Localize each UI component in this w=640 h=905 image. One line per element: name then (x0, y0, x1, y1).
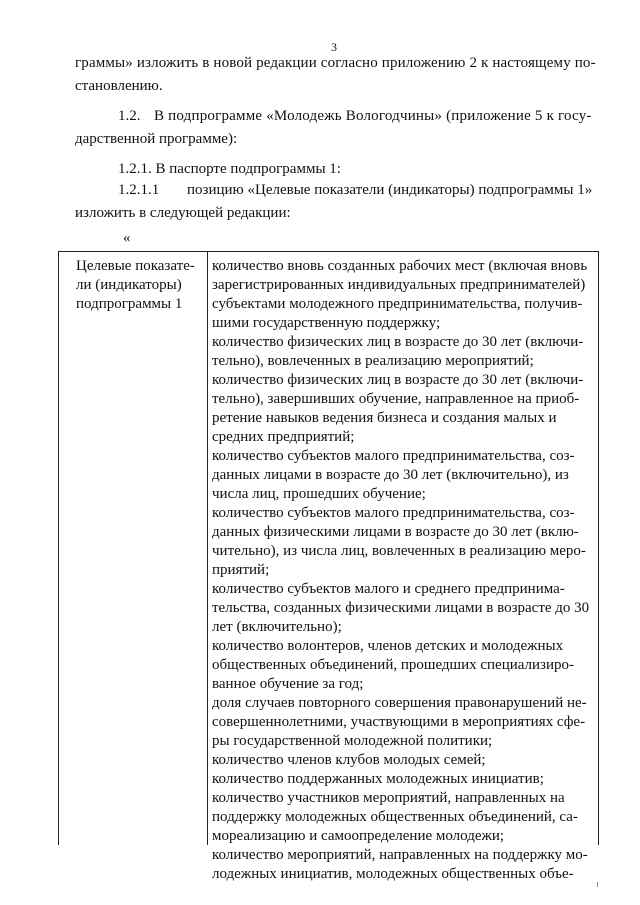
subitem-text: позицию «Целевые показатели (индикаторы) подпрограммы 1» (187, 182, 593, 198)
indicator-line: приятий; (212, 562, 270, 578)
indicator-line: количество субъектов малого предпринимательства, соз- (212, 448, 575, 464)
indicator-line: количество поддержанных молодежных инициатив; (212, 771, 544, 787)
indicator-line: количество участников мероприятий, направленных на (212, 790, 565, 806)
indicator-line: тельства, созданных физическими лицами в возрасте до 30 (212, 600, 590, 616)
intro-line-1: граммы» изложить в новой редакции согласно приложению 2 к настоящему по- (75, 55, 596, 71)
indicator-line: количество физических лиц в возрасте до 30 лет (включи- (212, 372, 584, 388)
indicator-line: количество вновь созданных рабочих мест (включая вновь (212, 258, 588, 274)
indicator-line: шими государственную поддержку; (212, 315, 441, 331)
table-indicators-cell (212, 257, 596, 884)
indicator-line: количество членов клубов молодых семей; (212, 752, 486, 768)
indicator-line: тельно), вовлеченных в реализацию мероприятий; (212, 353, 534, 369)
indicator-line: количество субъектов малого предпринимательства, соз- (212, 505, 575, 521)
indicator-line: лет (включительно); (212, 619, 342, 635)
indicator-line: ванное обучение за год; (212, 676, 364, 692)
indicator-line: ры государственной молодежной политики; (212, 733, 493, 749)
indicator-line: доля случаев повторного совершения правонарушений не- (212, 695, 587, 711)
indicator-line: данных лицами в возрасте до 30 лет (включительно), из (212, 467, 569, 483)
indicator-line: количество волонтеров, членов детских и молодежных (212, 638, 564, 654)
table-label-cell: Целевые показате- ли (индикаторы) подпрограммы 1 (76, 258, 195, 312)
item-number: 1.2. (118, 108, 141, 124)
indicator-line: ретение навыков ведения бизнеса и создания малых и (212, 410, 557, 426)
page-number: 3 (331, 40, 337, 54)
indicator-line: тельно), завершивших обучение, направленное на приоб- (212, 391, 580, 407)
indicator-line: числа лиц, прошедших обучение; (212, 486, 426, 502)
item-continuation: дарственной программе): (75, 131, 238, 147)
indicator-line: чительно), из числа лиц, вовлеченных в реализацию меро- (212, 543, 586, 559)
subitem-number: 1.2.1.1 (118, 182, 160, 198)
indicator-line: количество физических лиц в возрасте до 30 лет (включи- (212, 334, 584, 350)
subitem-passport: 1.2.1. В паспорте подпрограммы 1: (118, 161, 341, 177)
scan-mark (597, 882, 598, 887)
indicator-line: количество субъектов малого и среднего предпринима- (212, 581, 565, 597)
indicator-line: зарегистрированных индивидуальных предпринимателей) (212, 277, 586, 293)
indicator-line: данных физическими лицами в возрасте до 30 лет (вклю- (212, 524, 579, 540)
indicator-line: общественных объединений, прошедших специализиро- (212, 657, 575, 673)
indicator-line: совершеннолетними, участвующими в мероприятиях сфе- (212, 714, 586, 730)
indicator-line: лодежных инициатив, молодежных общественных объе- (212, 866, 574, 882)
indicator-line: поддержку молодежных общественных объединений, са- (212, 809, 578, 825)
table-column-divider (207, 251, 208, 845)
indicator-line: средних предприятий; (212, 429, 355, 445)
indicator-line: мореализацию и самоопределение молодежи; (212, 828, 505, 844)
subitem-continuation: изложить в следующей редакции: (75, 205, 291, 221)
intro-line-2: становлению. (75, 78, 163, 94)
indicator-line: субъектами молодежного предпринимательства, получив- (212, 296, 583, 312)
opening-quote: « (123, 230, 131, 246)
item-text: В подпрограмме «Молодежь Вологодчины» (приложение 5 к госу- (154, 108, 592, 124)
indicator-line: количество мероприятий, направленных на поддержку мо- (212, 847, 588, 863)
